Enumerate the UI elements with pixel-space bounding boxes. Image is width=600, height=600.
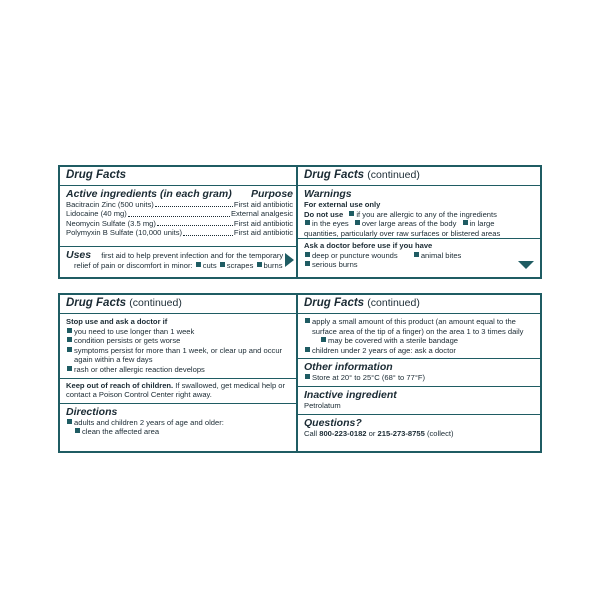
drug-facts-header [60,167,298,186]
ingredient-purpose: First aid antibiotic [233,218,293,228]
ingredient-row [66,209,293,218]
bullet-square-icon [355,220,360,225]
ingredient-name: Lidocaine (40 mg) [66,209,127,219]
ingredient-name: Bacitracin Zinc (500 units) [66,200,154,209]
directions-item: adults and children 2 years of age and older: [74,417,224,427]
ingredient-row [66,200,293,209]
bullet-square-icon [257,262,262,267]
bullet-square-icon [414,252,419,257]
ingredient-purpose: First aid antibiotic [233,200,293,209]
stop-use-section [60,314,298,379]
drug-facts-header [298,295,540,314]
uses-item-cuts: cuts [202,261,217,270]
bullet-square-icon [305,261,310,266]
active-ingredients-section [60,186,298,247]
warnings-section [298,186,540,239]
inactive-ingredient-section [298,387,540,415]
bullet-square-icon [67,366,72,371]
bullet-square-icon [463,220,468,225]
phone-number-2[interactable]: 215-273-8755 [377,428,425,438]
directions-item: clean the affected area [82,427,160,437]
inactive-ingredient-heading: Inactive ingredient [304,388,397,401]
drug-facts-panel-3 [58,293,300,453]
bullet-square-icon [67,419,72,424]
uses-heading: Uses [66,249,92,261]
active-ingredients-heading: Active ingredients (in each gram) [66,188,232,200]
keep-out-text-2: contact a Poison Control Center right away. [66,390,212,400]
external-use-text: For external use only [304,200,381,209]
dot-leader [155,200,233,207]
arrow-down-icon [518,261,534,269]
do-not-use-item-cont: quantities, particularly over raw surfaces or blistered areas [304,228,501,238]
uses-item-burns: burns [263,261,283,270]
ingredient-name: Polymyxin B Sulfate (10,000 units) [66,228,183,238]
do-not-use-item: if you are allergic to any of the ingredients [356,209,497,219]
bullet-square-icon [196,262,201,267]
continued-label: (continued) [129,297,182,309]
ingredient-list [66,200,293,238]
bullet-square-icon [305,318,310,323]
bullet-square-icon [349,211,354,216]
or-label: or [368,428,376,438]
ask-doctor-item: animal bites [420,250,462,260]
bullet-square-icon [67,328,72,333]
warnings-heading: Warnings [304,188,352,200]
panel-title: Drug Facts [66,297,127,309]
questions-section [298,415,540,442]
other-information-item: Store at 20° to 25°C (68° to 77°F) [312,373,426,383]
other-information-heading: Other information [304,361,393,374]
bullet-square-icon [75,428,80,433]
other-information-section [298,359,540,387]
ask-doctor-heading: Ask a doctor before use if you have [304,241,433,250]
ask-doctor-item: deep or puncture wounds [312,250,398,260]
keep-out-text: If swallowed, get medical help or [175,380,286,390]
bullet-square-icon [305,347,310,352]
panel-title: Drug Facts [66,169,127,181]
drug-facts-header [298,167,540,186]
call-label: Call [304,428,318,438]
drug-facts-panel-4 [296,293,542,453]
ingredient-row [66,219,293,228]
questions-heading: Questions? [304,416,362,429]
bullet-square-icon [305,374,310,379]
directions-item: apply a small amount of this product (an amount equal to the [312,317,516,326]
phone-number-1[interactable]: 800-223-0182 [319,428,367,438]
bullet-square-icon [67,347,72,352]
keep-out-heading: Keep out of reach of children. [66,380,174,390]
stop-use-heading: Stop use and ask a doctor if [66,317,168,326]
uses-text-2: relief of pain or discomfort in minor: [74,261,193,270]
bullet-square-icon [305,252,310,257]
bullet-square-icon [220,262,225,267]
keep-out-section [60,379,298,404]
drug-facts-panel-2 [296,165,542,279]
drug-facts-header [60,295,298,314]
ask-doctor-item: serious burns [312,260,358,270]
directions-item: may be covered with a sterile bandage [328,336,459,346]
stop-use-item: symptoms persist for more than 1 week, or clear up and occur [74,345,283,355]
drug-facts-panel-1 [58,165,300,279]
do-not-use-label: Do not use [304,209,344,219]
bullet-square-icon [305,220,310,225]
dot-leader [157,219,233,226]
uses-item-scrapes: scrapes [226,261,254,270]
uses-section [60,247,298,274]
ingredient-purpose: First aid antibiotic [233,228,293,238]
bullet-square-icon [67,337,72,342]
collect-label: (collect) [426,428,454,438]
ingredient-purpose: External analgesic [230,209,293,219]
inactive-ingredient-item: Petrolatum [304,400,341,410]
stop-use-item: condition persists or gets worse [74,336,181,346]
continued-label: (continued) [367,297,420,309]
stop-use-item-cont: again within a few days [74,355,153,365]
arrow-right-icon [285,253,294,267]
directions-heading: Directions [66,405,118,418]
continued-label: (continued) [367,169,420,181]
ingredient-name: Neomycin Sulfate (3.5 mg) [66,218,156,228]
directions-cont-section [298,314,540,359]
do-not-use-item: in large [469,219,495,229]
ask-doctor-section [298,239,540,273]
directions-item-cont: surface area of the tip of a finger) on the area 1 to 3 times daily [312,326,524,336]
stop-use-item: you need to use longer than 1 week [74,326,195,336]
purpose-heading: Purpose [250,188,293,200]
uses-text-1: first aid to help prevent infection and for the temporary [101,251,284,260]
stop-use-item: rash or other allergic reaction develops [74,364,205,374]
directions-item: children under 2 years of age: ask a doctor [312,345,456,355]
do-not-use-item: over large areas of the body [361,219,457,229]
panel-title: Drug Facts [304,169,365,181]
ingredient-row [66,228,293,237]
do-not-use-item: in the eyes [312,219,349,229]
dot-leader [183,228,233,235]
directions-section [60,404,298,440]
dot-leader [128,209,230,216]
panel-title: Drug Facts [304,297,365,309]
bullet-square-icon [321,337,326,342]
